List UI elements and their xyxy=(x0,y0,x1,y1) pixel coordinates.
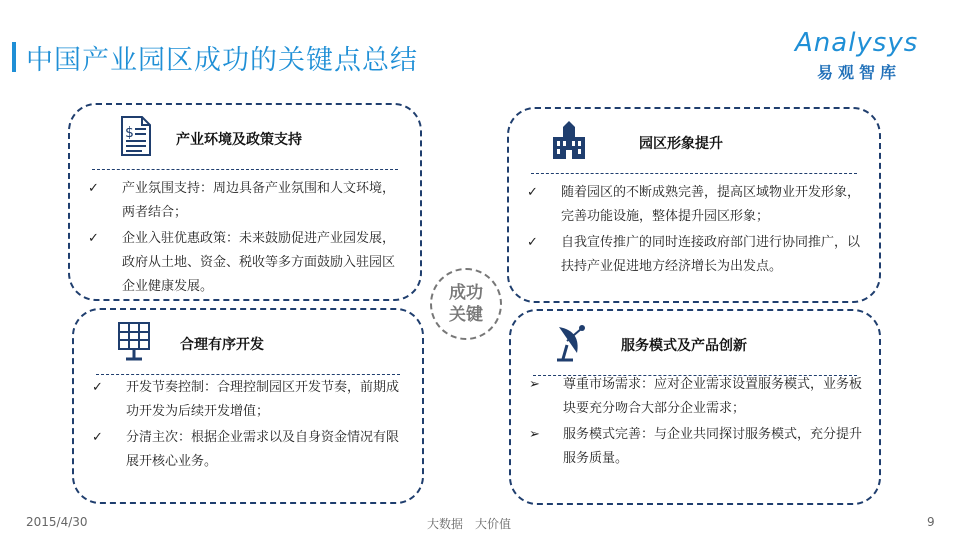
building-icon xyxy=(549,119,589,161)
svg-text:$: $ xyxy=(125,125,134,141)
item-text: 分清主次：根据企业需求以及自身资金情况有限展开核心业务。 xyxy=(126,430,400,469)
check-icon: ✓ xyxy=(92,430,103,445)
list-item xyxy=(84,227,406,299)
card-orderly-development xyxy=(72,308,424,504)
card-header xyxy=(70,105,420,169)
card-header xyxy=(74,310,422,374)
center-key-badge xyxy=(430,268,502,340)
satellite-dish-icon xyxy=(551,321,591,363)
center-badge-text xyxy=(432,282,500,326)
arrow-bullet-icon: ➢ xyxy=(529,427,540,442)
document-dollar-icon xyxy=(116,115,156,157)
item-text: 自我宣传推广的同时连接政府部门进行协同推广，以扶持产业促进地方经济增长为出发点。 xyxy=(561,235,861,274)
list-item xyxy=(523,231,865,279)
item-text: 开发节奏控制：合理控制园区开发节奏，前期成功开发为后续开发增值； xyxy=(126,380,400,419)
page-number: 9 xyxy=(927,515,935,529)
footer-slogan: 大数据 大价值 xyxy=(427,517,512,531)
analysys-logo xyxy=(795,28,935,88)
card-title: 服务模式及产品创新 xyxy=(621,338,747,354)
center-line-1: 成功 xyxy=(449,283,483,303)
card-header xyxy=(509,109,879,173)
footer-date: 2015/4/30 xyxy=(26,515,88,529)
card-title: 合理有序开发 xyxy=(180,337,264,353)
item-text: 产业氛围支持：周边具备产业氛围和人文环境，两者结合； xyxy=(122,181,396,220)
item-text: 企业入驻优惠政策：未来鼓励促进产业园发展，政府从土地、资金、税收等多方面鼓励入驻园区企业健康发展。 xyxy=(122,231,396,294)
list-item xyxy=(525,373,865,421)
card-title: 产业环境及政策支持 xyxy=(176,132,302,148)
page-title: 中国产业园区成功的关键点总结 xyxy=(26,45,418,76)
card-items xyxy=(88,376,408,476)
title-accent-bar xyxy=(12,42,16,72)
logo-brand: Analysys xyxy=(795,28,919,58)
solar-panel-icon xyxy=(114,320,154,362)
card-divider xyxy=(531,173,857,174)
item-text: 随着园区的不断成熟完善，提高区域物业开发形象，完善功能设施，整体提升园区形象； xyxy=(561,185,861,224)
item-text: 服务模式完善：与企业共同探讨服务模式，充分提升服务质量。 xyxy=(563,427,863,466)
list-item xyxy=(88,376,408,424)
check-icon: ✓ xyxy=(88,181,99,196)
logo-brand-cn: 易观智库 xyxy=(817,63,902,82)
card-service-innovation xyxy=(509,309,881,505)
list-item xyxy=(84,177,406,225)
item-text: 尊重市场需求：应对企业需求设置服务模式，业务板块要充分吻合大部分企业需求； xyxy=(563,377,863,416)
list-item xyxy=(525,423,865,471)
card-industry-policy xyxy=(68,103,422,301)
card-divider xyxy=(96,374,400,375)
check-icon: ✓ xyxy=(527,235,538,250)
card-items xyxy=(523,181,865,281)
check-icon: ✓ xyxy=(88,231,99,246)
center-line-2: 关键 xyxy=(449,305,483,325)
arrow-bullet-icon: ➢ xyxy=(529,377,540,392)
list-item xyxy=(88,426,408,474)
card-park-image xyxy=(507,107,881,303)
card-divider xyxy=(92,169,398,170)
card-title: 园区形象提升 xyxy=(639,136,723,152)
list-item xyxy=(523,181,865,229)
card-header xyxy=(511,311,879,375)
card-items xyxy=(84,177,406,301)
check-icon: ✓ xyxy=(527,185,538,200)
card-items xyxy=(525,373,865,473)
check-icon: ✓ xyxy=(92,380,103,395)
